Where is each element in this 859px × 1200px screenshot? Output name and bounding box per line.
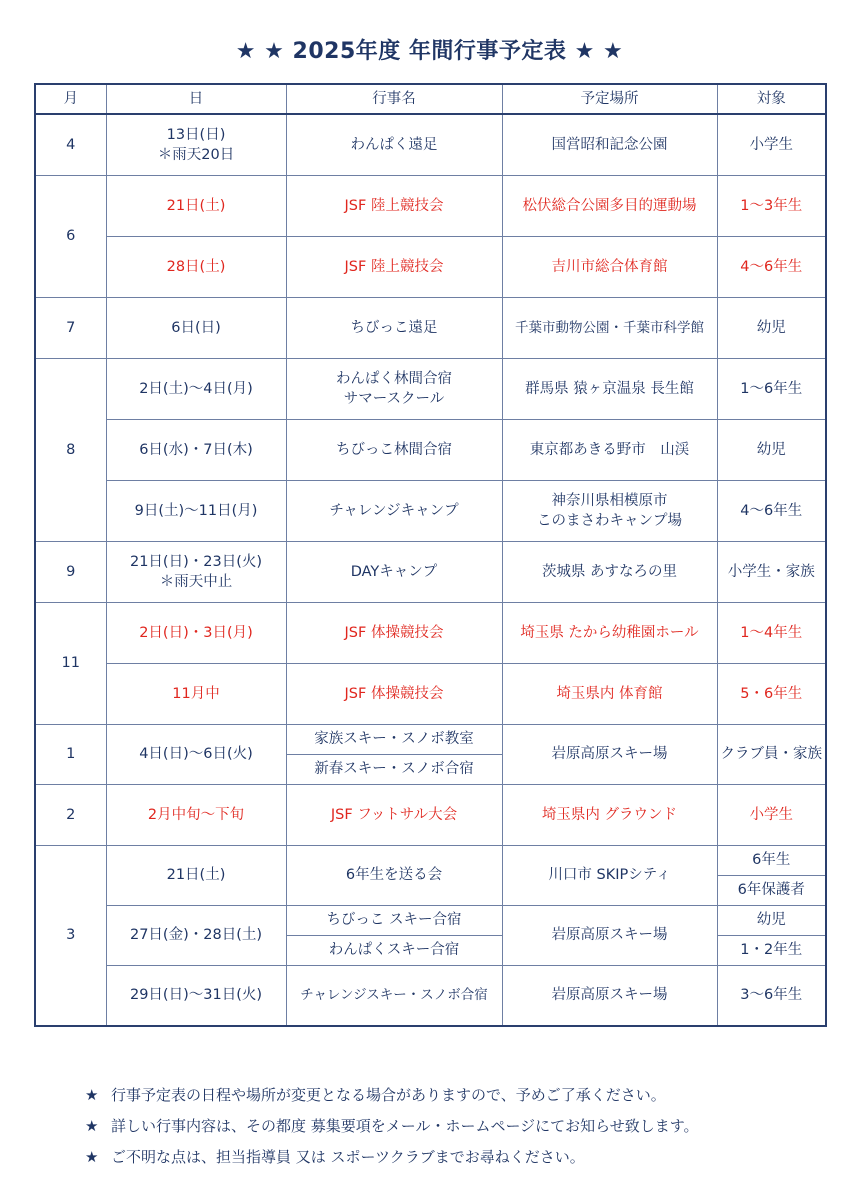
day-cell: 6日(水)・7日(木) <box>106 419 286 480</box>
event-cell: JSF 体操競技会 <box>286 663 502 724</box>
place-cell: 千葉市動物公園・千葉市科学館 <box>502 297 717 358</box>
place-cell: 埼玉県内 体育館 <box>502 663 717 724</box>
target-cell: 小学生 <box>717 114 826 175</box>
month-cell: 7 <box>35 297 106 358</box>
event-cell: DAYキャンプ <box>286 541 502 602</box>
target-cell: 幼児 <box>717 297 826 358</box>
note-text: 行事予定表の日程や場所が変更となる場合がありますので、予めご了承ください。 <box>111 1086 666 1104</box>
target-cell: 4～6年生 <box>717 480 826 541</box>
day-cell: 21日(日)・23日(火) ＊雨天中止 <box>106 541 286 602</box>
table-row <box>35 114 826 175</box>
event-cell: ちびっこ林間合宿 <box>286 419 502 480</box>
month-cell: 2 <box>35 784 106 845</box>
table-row <box>35 602 826 663</box>
target-cell: 小学生 <box>717 784 826 845</box>
header-place: 予定場所 <box>502 84 717 114</box>
table-row <box>35 724 826 754</box>
star-icon: ★ <box>85 1148 99 1166</box>
day-cell: 28日(土) <box>106 236 286 297</box>
day-cell: 29日(日)～31日(火) <box>106 965 286 1026</box>
place-cell: 国営昭和記念公園 <box>502 114 717 175</box>
event-cell: チャレンジスキー・スノボ合宿 <box>286 965 502 1026</box>
month-cell: 4 <box>35 114 106 175</box>
place-cell: 岩原高原スキー場 <box>502 905 717 965</box>
event-cell: JSF 体操競技会 <box>286 602 502 663</box>
place-cell: 茨城県 あすなろの里 <box>502 541 717 602</box>
month-cell: 6 <box>35 175 106 297</box>
table-row <box>35 784 826 845</box>
table-row <box>35 175 826 236</box>
event-cell: わんぱくスキー合宿 <box>286 935 502 965</box>
target-cell: 幼児 <box>717 419 826 480</box>
notes-list <box>85 1080 825 1173</box>
day-cell: 2月中旬～下旬 <box>106 784 286 845</box>
star-icon: ★ <box>85 1117 99 1135</box>
day-cell: 4日(日)～6日(火) <box>106 724 286 784</box>
day-cell: 27日(金)・28日(土) <box>106 905 286 965</box>
event-cell: チャレンジキャンプ <box>286 480 502 541</box>
place-cell: 神奈川県相模原市 このまさわキャンプ場 <box>502 480 717 541</box>
day-cell: 21日(土) <box>106 845 286 905</box>
target-cell: 1～3年生 <box>717 175 826 236</box>
table-row <box>35 845 826 875</box>
target-cell: 1・2年生 <box>717 935 826 965</box>
day-cell: 2日(土)～4日(月) <box>106 358 286 419</box>
month-cell: 9 <box>35 541 106 602</box>
header-event: 行事名 <box>286 84 502 114</box>
page-title: ★ ★ 2025年度 年間行事予定表 ★ ★ <box>235 39 624 64</box>
day-cell: 21日(土) <box>106 175 286 236</box>
place-cell: 川口市 SKIPシティ <box>502 845 717 905</box>
place-cell: 吉川市総合体育館 <box>502 236 717 297</box>
target-cell: 1～6年生 <box>717 358 826 419</box>
month-cell: 11 <box>35 602 106 724</box>
schedule-table <box>34 83 827 1027</box>
target-cell: 3～6年生 <box>717 965 826 1026</box>
star-icon: ★ <box>85 1086 99 1104</box>
table-row <box>35 419 826 480</box>
note-text: ご不明な点は、担当指導員 又は スポーツクラブまでお尋ねください。 <box>111 1148 585 1166</box>
table-row <box>35 358 826 419</box>
place-cell: 松伏総合公園多目的運動場 <box>502 175 717 236</box>
event-cell: 6年生を送る会 <box>286 845 502 905</box>
table-row <box>35 905 826 935</box>
place-cell: 埼玉県 たから幼稚園ホール <box>502 602 717 663</box>
place-cell: 東京都あきる野市 山渓 <box>502 419 717 480</box>
event-cell: ちびっこ スキー合宿 <box>286 905 502 935</box>
target-cell: 1～4年生 <box>717 602 826 663</box>
event-cell: ちびっこ遠足 <box>286 297 502 358</box>
table-row <box>35 297 826 358</box>
day-cell: 9日(土)～11日(月) <box>106 480 286 541</box>
target-cell: 5・6年生 <box>717 663 826 724</box>
place-cell: 群馬県 猿ヶ京温泉 長生館 <box>502 358 717 419</box>
place-cell: 埼玉県内 グラウンド <box>502 784 717 845</box>
note-item <box>85 1142 825 1173</box>
note-item <box>85 1111 825 1142</box>
target-cell: 6年保護者 <box>717 875 826 905</box>
table-row <box>35 965 826 1026</box>
target-cell: 幼児 <box>717 905 826 935</box>
header-row <box>35 84 826 114</box>
event-cell: わんぱく林間合宿 サマースクール <box>286 358 502 419</box>
note-item <box>85 1080 825 1111</box>
day-cell: 2日(日)・3日(月) <box>106 602 286 663</box>
event-cell: JSF 陸上競技会 <box>286 236 502 297</box>
table-row <box>35 541 826 602</box>
month-cell: 8 <box>35 358 106 541</box>
event-cell: JSF フットサル大会 <box>286 784 502 845</box>
event-cell: 家族スキー・スノボ教室 <box>286 724 502 754</box>
table-row <box>35 663 826 724</box>
target-cell: クラブ員・家族 <box>717 724 826 784</box>
place-cell: 岩原高原スキー場 <box>502 724 717 784</box>
month-cell: 3 <box>35 845 106 1026</box>
table-row <box>35 236 826 297</box>
header-target: 対象 <box>717 84 826 114</box>
target-cell: 4～6年生 <box>717 236 826 297</box>
month-cell: 1 <box>35 724 106 784</box>
day-cell: 11月中 <box>106 663 286 724</box>
header-day: 日 <box>106 84 286 114</box>
day-cell: 13日(日) ＊雨天20日 <box>106 114 286 175</box>
event-cell: わんぱく遠足 <box>286 114 502 175</box>
target-cell: 6年生 <box>717 845 826 875</box>
place-cell: 岩原高原スキー場 <box>502 965 717 1026</box>
event-cell: JSF 陸上競技会 <box>286 175 502 236</box>
note-text: 詳しい行事内容は、その都度 募集要項をメール・ホームページにてお知らせ致します。 <box>111 1117 699 1135</box>
event-cell: 新春スキー・スノボ合宿 <box>286 754 502 784</box>
day-cell: 6日(日) <box>106 297 286 358</box>
header-month: 月 <box>35 84 106 114</box>
table-row <box>35 480 826 541</box>
target-cell: 小学生・家族 <box>717 541 826 602</box>
